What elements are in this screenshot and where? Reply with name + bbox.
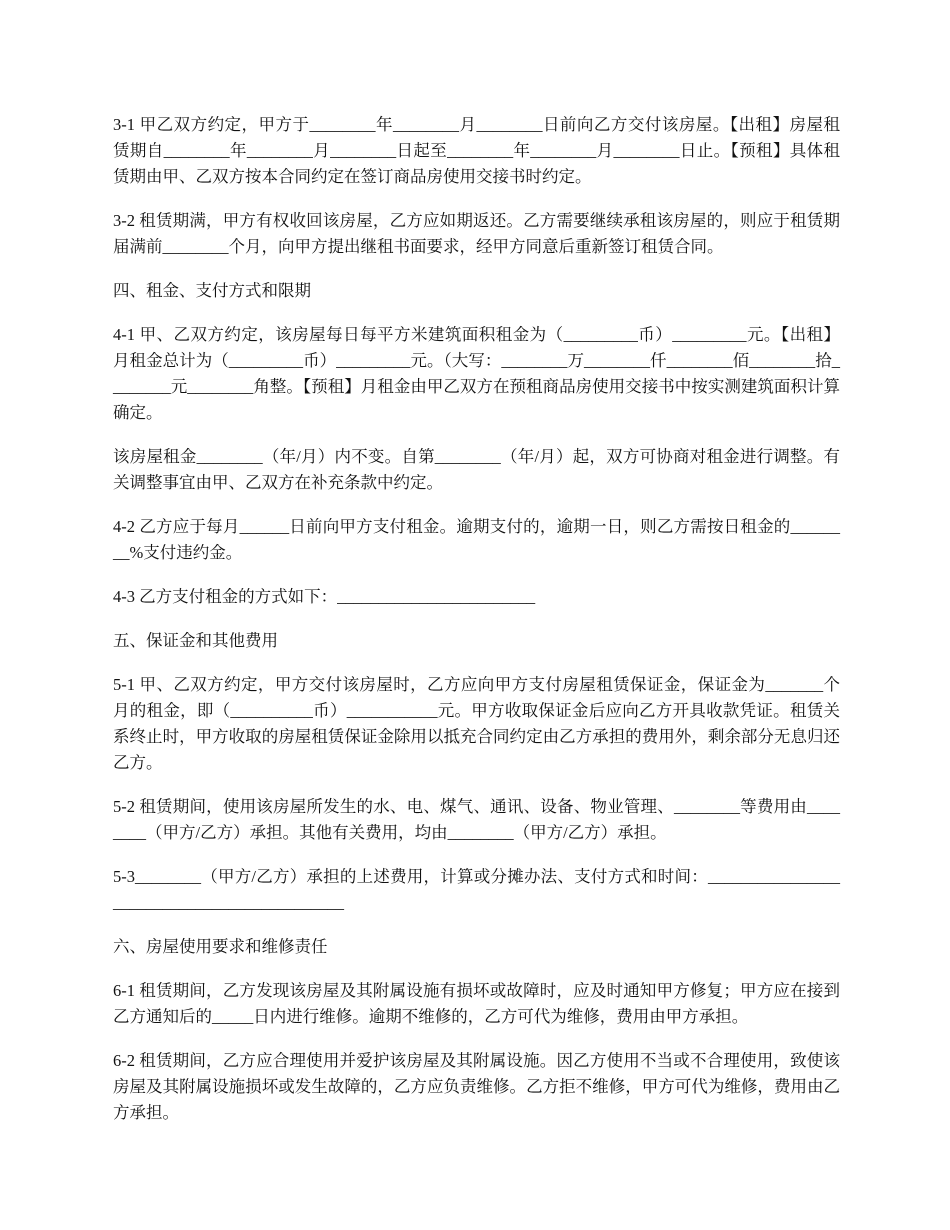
section-heading-6: 六、房屋使用要求和维修责任 bbox=[113, 937, 328, 956]
clause-5-3: 5-3________（甲方/乙方）承担的上述费用，计算或分摊办法、支付方式和时间：____________________________________________ bbox=[113, 867, 840, 912]
section-heading-5: 五、保证金和其他费用 bbox=[113, 631, 278, 650]
clause-rent-adjustment: 该房屋租金________（年/月）内不变。自第________（年/月）起，双方可协商对租金进行调整。有关调整事宜由甲、乙双方在补充条款中约定。 bbox=[113, 447, 840, 492]
document-page bbox=[113, 112, 840, 1144]
clause-5-1: 5-1 甲、乙双方约定，甲方交付该房屋时，乙方应向甲方支付房屋租赁保证金，保证金为_______个月的租金，即（__________币）___________元。甲方收取保证金后应向乙方开具收款凭证。租赁关系终止时，甲方收取的房屋租赁保证金除用以抵充合同约定由乙方承担的费用外，剩余部分无息归还乙方。 bbox=[113, 675, 840, 772]
clause-6-1: 6-1 租赁期间，乙方发现该房屋及其附属设施有损坏或故障时，应及时通知甲方修复；甲方应在接到乙方通知后的_____日内进行维修。逾期不维修的，乙方可代为维修，费用由甲方承担。 bbox=[113, 981, 840, 1026]
clause-4-3: 4-3 乙方支付租金的方式如下：________________________ bbox=[113, 587, 536, 606]
clause-5-2: 5-2 租赁期间，使用该房屋所发生的水、电、煤气、通讯、设备、物业管理、________等费用由________（甲方/乙方）承担。其他有关费用，均由________（甲方/乙方）承担。 bbox=[113, 797, 840, 842]
section-heading-4: 四、租金、支付方式和限期 bbox=[113, 281, 311, 300]
clause-3-1: 3-1 甲乙双方约定，甲方于________年________月________日前向乙方交付该房屋。【出租】房屋租赁期自________年________月________日起至________年________月________日止。【预租】具体租赁期由甲、乙双方按本合同约定在签订商品房使用交接书时约定。 bbox=[113, 115, 840, 186]
clause-4-1: 4-1 甲、乙双方约定，该房屋每日每平方米建筑面积租金为（_________币）_________元。【出租】月租金总计为（_________币）_________元。（大写：________万________仟________佰________拾________元________角整。【预租】月租金由甲乙双方在预租商品房使用交接书中按实测建筑面积计算确定。 bbox=[113, 325, 840, 422]
clause-4-2: 4-2 乙方应于每月______日前向甲方支付租金。逾期支付的，逾期一日，则乙方需按日租金的________%支付违约金。 bbox=[113, 517, 840, 562]
clause-3-2: 3-2 租赁期满，甲方有权收回该房屋，乙方应如期返还。乙方需要继续承租该房屋的，则应于租赁期届满前________个月，向甲方提出继租书面要求，经甲方同意后重新签订租赁合同。 bbox=[113, 211, 840, 256]
clause-6-2: 6-2 租赁期间，乙方应合理使用并爱护该房屋及其附属设施。因乙方使用不当或不合理使用，致使该房屋及其附属设施损坏或发生故障的，乙方应负责维修。乙方拒不维修，甲方可代为维修，费用由乙方承担。 bbox=[113, 1051, 840, 1122]
